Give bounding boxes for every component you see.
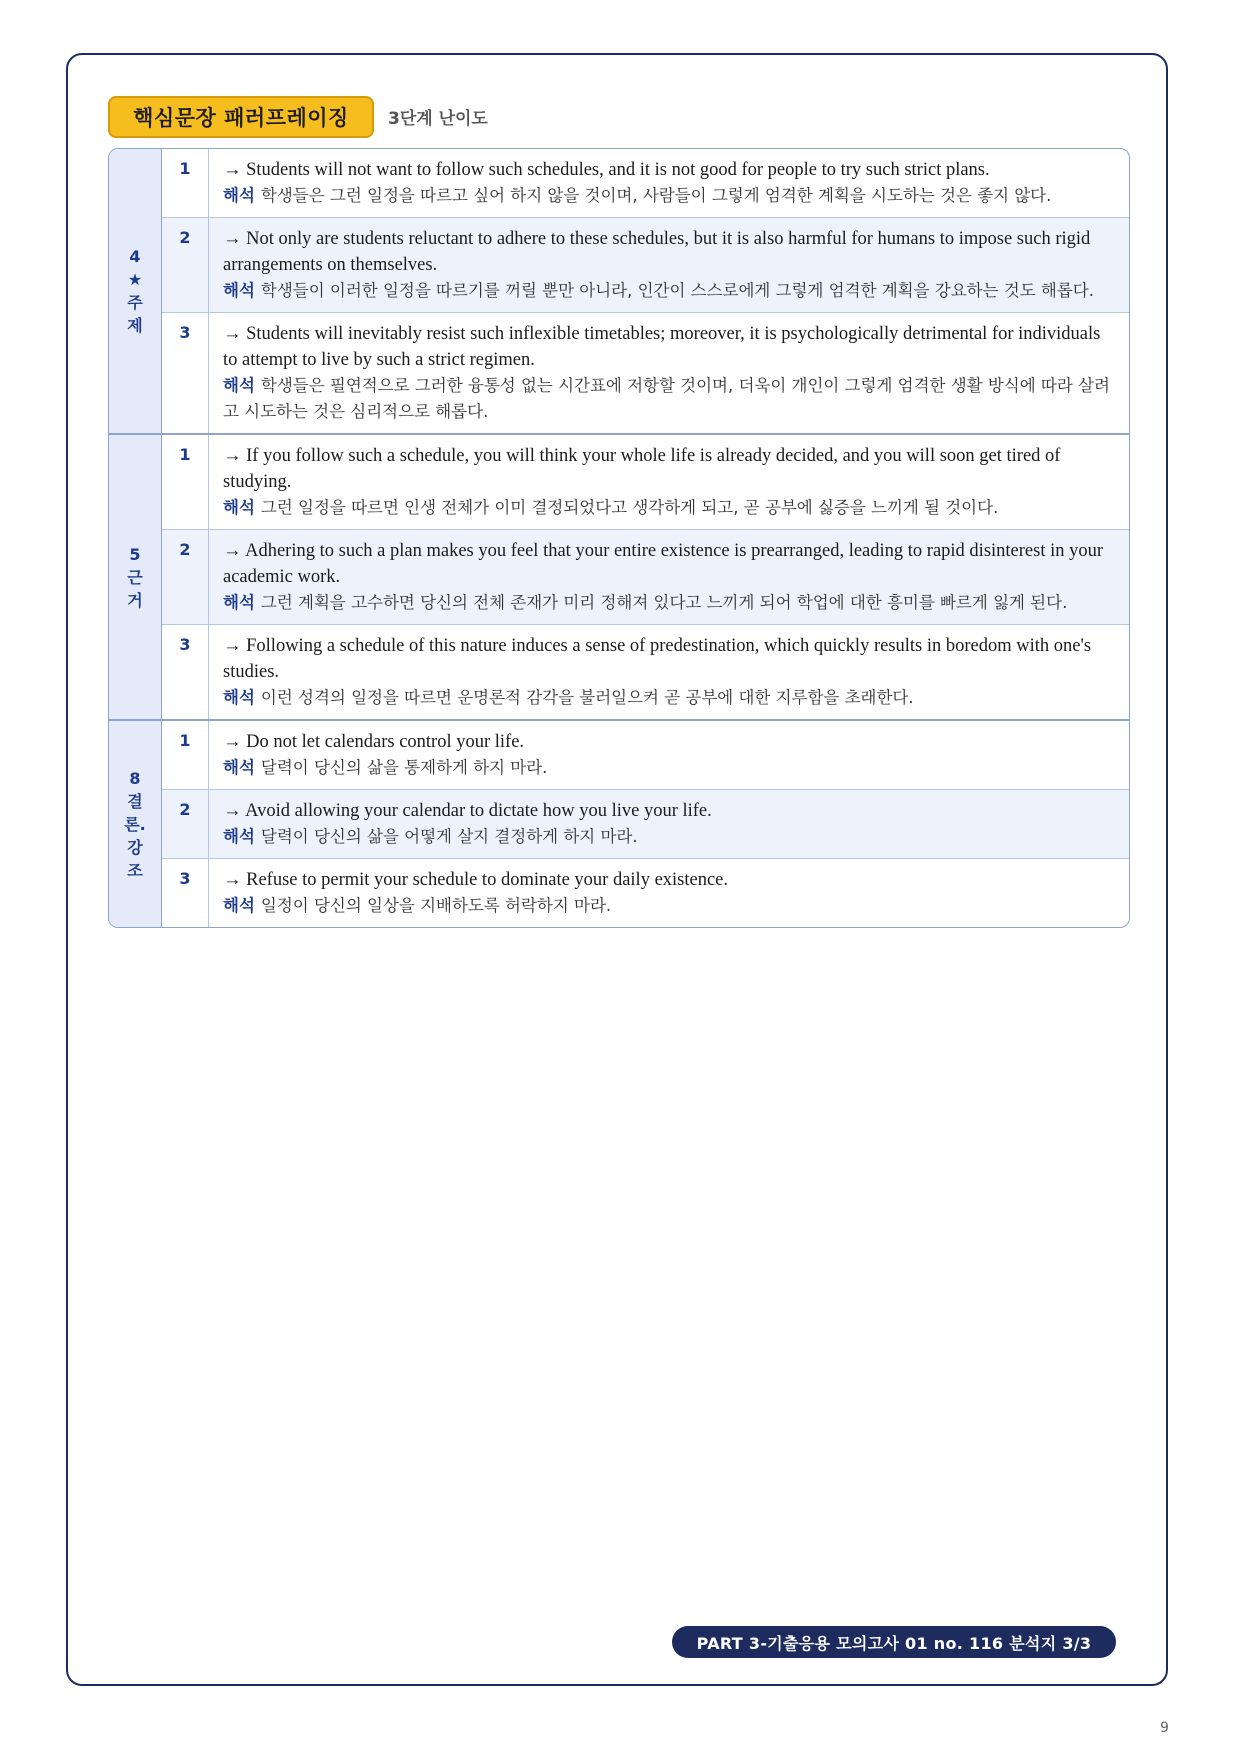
korean-translation (223, 824, 1115, 850)
translation-text: 학생들은 그런 일정을 따르고 싶어 하지 않을 것이며, 사람들이 그렇게 엄격한 계획을 시도하는 것은 좋지 않다. (260, 186, 1052, 205)
group-label-char: 주 (127, 293, 143, 312)
english-sentence: → Following a schedule of this nature induces a sense of predestination, which quickly results in boredom with one's studies. (223, 636, 1092, 682)
row-content (209, 721, 1129, 789)
paraphrase-table (108, 148, 1130, 928)
row-content (209, 859, 1129, 927)
row-number: 2 (162, 790, 209, 858)
table-row (162, 859, 1129, 927)
page-number: 9 (1160, 1720, 1169, 1736)
english-sentence: → Not only are students reluctant to adhere to these schedules, but it is also harmful for humans to impose such rigid arrangements on themselves. (223, 229, 1091, 275)
translation-label: 해석 (223, 593, 255, 612)
english-sentence: → If you follow such a schedule, you will think your whole life is already decided, and you will soon get tired of studying. (223, 446, 1061, 492)
table-row (162, 218, 1129, 313)
translation-text: 학생들은 필연적으로 그러한 융통성 없는 시간표에 저항할 것이며, 더욱이 개인이 그렇게 엄격한 생활 방식에 따라 살려고 시도하는 것은 심리적으로 해롭다. (223, 376, 1110, 421)
translation-text: 그런 일정을 따르면 인생 전체가 이미 결정되었다고 생각하게 되고, 곧 공부에 싫증을 느끼게 될 것이다. (260, 498, 999, 517)
korean-translation (223, 590, 1115, 616)
korean-translation (223, 893, 1115, 919)
row-number: 3 (162, 625, 209, 719)
translation-label: 해석 (223, 827, 255, 846)
section-title: 핵심문장 패러프레이징 (133, 106, 349, 130)
row-content (209, 218, 1129, 312)
difficulty-label: 3단계 난이도 (388, 109, 488, 129)
korean-translation (223, 278, 1115, 304)
table-row (162, 313, 1129, 433)
translation-label: 해석 (223, 498, 255, 517)
translation-label: 해석 (223, 758, 255, 777)
group (109, 721, 1129, 927)
row-number: 3 (162, 859, 209, 927)
table-row (162, 790, 1129, 859)
group-label-char: 8 (129, 768, 141, 788)
group-label (109, 435, 162, 719)
group-label-char: 제 (127, 316, 143, 335)
translation-text: 달력이 당신의 삶을 통제하게 하지 마라. (260, 758, 548, 777)
translation-label: 해석 (223, 688, 255, 707)
section-title-badge (108, 96, 374, 138)
translation-text: 이런 성격의 일정을 따르면 운명론적 감각을 불러일으켜 곧 공부에 대한 지루함을 초래한다. (260, 688, 914, 707)
group-label (109, 149, 162, 433)
english-sentence: → Students will inevitably resist such inflexible timetables; moreover, it is psychologically detrimental for individuals to attempt to live by such a strict regimen. (223, 324, 1101, 370)
row-content (209, 149, 1129, 217)
translation-text: 학생들이 이러한 일정을 따르기를 꺼릴 뿐만 아니라, 인간이 스스로에게 그렇게 엄격한 계획을 강요하는 것도 해롭다. (260, 281, 1094, 300)
group (109, 435, 1129, 721)
group-label-char: 강 (127, 837, 143, 857)
group-label-char: 거 (127, 590, 143, 610)
translation-label: 해석 (223, 896, 255, 915)
korean-translation (223, 755, 1115, 781)
table-row (162, 625, 1129, 719)
table-row (162, 721, 1129, 790)
english-sentence: → Students will not want to follow such schedules, and it is not good for people to try such strict plans. (223, 160, 990, 180)
group-label-char: 결 (127, 791, 143, 811)
group-label-char: 론. (124, 814, 146, 834)
group-label-char: 조 (127, 860, 143, 880)
group-label-char: 5 (129, 544, 141, 564)
group-label-char: 4 (129, 247, 141, 266)
korean-translation (223, 183, 1115, 209)
english-sentence: → Refuse to permit your schedule to dominate your daily existence. (223, 870, 729, 890)
english-sentence: → Do not let calendars control your life. (223, 732, 525, 752)
row-number: 1 (162, 435, 209, 529)
english-sentence: → Adhering to such a plan makes you feel that your entire existence is prearranged, leading to rapid disinterest in your academic work. (223, 541, 1104, 587)
row-content (209, 625, 1129, 719)
translation-label: 해석 (223, 281, 255, 300)
row-number: 2 (162, 218, 209, 312)
row-number: 1 (162, 721, 209, 789)
row-content (209, 790, 1129, 858)
english-sentence: → Avoid allowing your calendar to dictate how you live your life. (223, 801, 712, 821)
group-label-char: ★ (127, 270, 143, 289)
row-number: 2 (162, 530, 209, 624)
row-content (209, 313, 1129, 433)
row-number: 3 (162, 313, 209, 433)
translation-text: 일정이 당신의 일상을 지배하도록 허락하지 마라. (260, 896, 612, 915)
table-row (162, 530, 1129, 625)
korean-translation (223, 495, 1115, 521)
translation-text: 달력이 당신의 삶을 어떻게 살지 결정하게 하지 마라. (260, 827, 638, 846)
table-row (162, 435, 1129, 530)
korean-translation (223, 373, 1115, 425)
translation-text: 그런 계획을 고수하면 당신의 전체 존재가 미리 정해져 있다고 느끼게 되어 학업에 대한 흥미를 빠르게 잃게 된다. (260, 593, 1068, 612)
korean-translation (223, 685, 1115, 711)
table-row (162, 149, 1129, 218)
footer-label: PART 3-기출응용 모의고사 01 no. 116 분석지 3/3 (696, 1633, 1092, 1653)
translation-label: 해석 (223, 186, 255, 205)
translation-label: 해석 (223, 376, 255, 395)
row-number: 1 (162, 149, 209, 217)
group (109, 149, 1129, 435)
row-content (209, 435, 1129, 529)
row-content (209, 530, 1129, 624)
group-label (109, 721, 162, 927)
footer-badge (672, 1626, 1116, 1658)
group-label-char: 근 (127, 567, 143, 587)
